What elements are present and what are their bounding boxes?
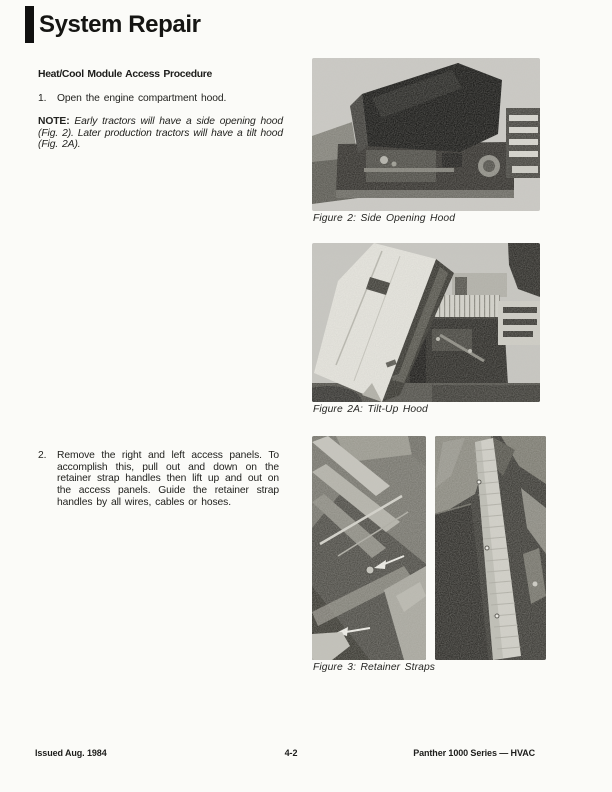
photo-illustration [312,243,540,402]
procedure-step-1 [38,93,279,105]
figure-2-caption: Figure 2: Side Opening Hood [313,213,456,224]
page-title: System Repair [39,11,201,38]
footer-doc-title: Panther 1000 Series — HVAC [413,748,535,758]
figure-3-photo-left-retainer-strap [312,436,426,660]
figure-2-photo-side-opening-hood [312,58,540,211]
procedure-step-2 [38,450,279,509]
photo-illustration [312,436,426,660]
figure-2 [312,58,540,224]
figure-2a [312,243,540,419]
step-text: Open the engine compartment hood. [57,93,227,104]
figure-3-caption: Figure 3: Retainer Straps [313,662,436,673]
note-paragraph [38,116,283,151]
section-tab-mark [25,6,34,43]
step-number: 1. [38,93,47,104]
section-heading: Heat/Cool Module Access Procedure [38,69,213,80]
footer-page-number: 4-2 [284,748,298,758]
page-footer [0,748,612,762]
note-text: Early tractors will have a side opening hood (Fig. 2). Later production tractors will have a tilt hood (Fig. 2A). [38,116,283,151]
figure-2a-caption: Figure 2A: Tilt-Up Hood [313,404,428,415]
figure-2a-photo-tilt-up-hood [312,243,540,402]
step-text: Remove the right and left access panels. To accomplish this, pull out and down on the retainer strap handles then lift up and out on the access panels. Guide the retainer strap handles by all wires, cables or hoses. [57,450,279,508]
photo-illustration [312,58,540,211]
footer-issued-date: Issued Aug. 1984 [35,748,107,758]
note-label: NOTE: [38,116,70,127]
figure-3 [312,436,546,676]
step-number: 2. [38,450,47,461]
figure-3-photo-right-retainer-strap [435,436,546,660]
photo-illustration [435,436,546,660]
